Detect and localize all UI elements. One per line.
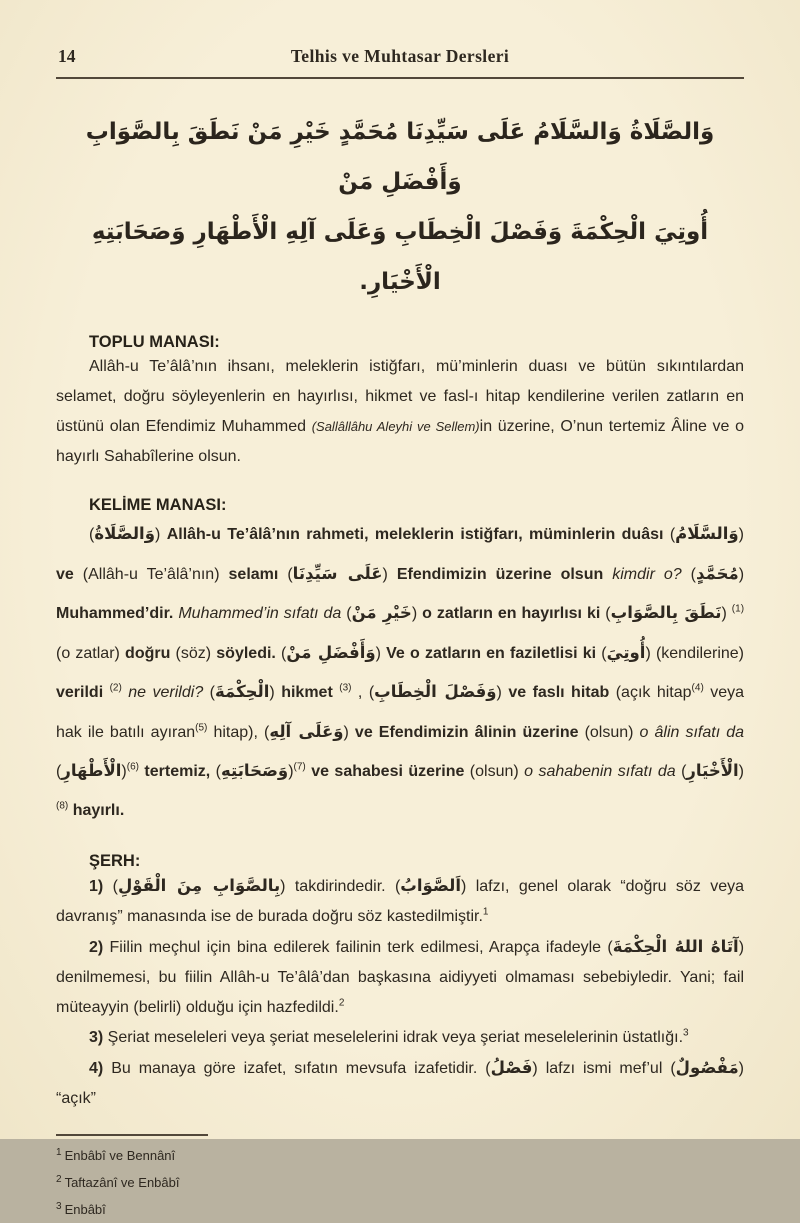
footnote-3 xyxy=(56,1196,744,1223)
footnote-2-number: 2 xyxy=(56,1173,62,1185)
header-rule xyxy=(56,77,744,79)
page-header xyxy=(56,46,744,70)
footnote-1-text: Enbâbî ve Bennânî xyxy=(64,1148,176,1163)
footnotes xyxy=(56,1142,744,1223)
arabic-opening xyxy=(56,107,744,307)
page-number: 14 xyxy=(58,46,76,66)
toplu-manasi-heading: TOPLU MANASI: xyxy=(89,333,220,351)
kelime-manasi-heading: KELİME MANASI: xyxy=(89,496,227,514)
serh-item-1: 1) (بِالصَّوَابِ مِنَ الْقَوْلِ) takdirindedir. (اَلصَّوَابُ) lafzı, genel olarak “doğru söz veya davranış” manasında ise de burada doğru söz kastedilmiştir.$^1$ xyxy=(56,876,744,925)
footnote-3-text: Enbâbî xyxy=(64,1202,106,1217)
serh-heading: ŞERH: xyxy=(89,852,141,870)
footnote-separator xyxy=(56,1134,208,1136)
footnote-3-number: 3 xyxy=(56,1200,62,1212)
footnote-2 xyxy=(56,1169,744,1196)
kelime-manasi-paragraph: (وَالصَّلَاةُ) Allâh-u Te’âlâ’nın rahmeti, meleklerin istiğfarı, müminlerin duâsı (وَالسَّلَامُ) ve (Allâh-u Te’âlâ’nın) selamı (عَلَى سَيِّدِنَا) Efendimizin üzerine olsun kimdir o? (مُحَمَّدٍ) Muhammed’dir. Muhammed’in sıfatı da (خَيْرِ مَنْ) o zatların en hayırlısı ki (نَطَقَ بِالصَّوَابِ) $^{(1)}$ (o zatlar) doğru (söz) söyledi. (وَأَفْضَلِ مَنْ) Ve o zatların en faziletlisi ki (أُوتِيَ) (kendilerine) verildi $^{(2)}$ ne verildi? (الْحِكْمَةَ) hikmet $^{(3)}$ , (وَفَصْلَ الْخِطَابِ) ve faslı hitab (açık hitap$^{(4)}$ veya hak ile batılı ayıran$^{(5)}$ hitap), (وَعَلَى آلِهِ) ve Efendimizin âlinin üzerine (olsun) o âlin sıfatı da (الْأَطْهَارِ)$^{(6)}$ tertemiz, (وَصَحَابَتِهِ)$^{(7)}$ ve sahabesi üzerine (olsun) o sahabenin sıfatı da (الْأَخْيَارِ) $^{(8)}$ hayırlı. xyxy=(56,524,745,819)
arabic-opening-line-1: وَالصَّلَاةُ وَالسَّلَامُ عَلَى سَيِّدِنَا مُحَمَّدٍ خَيْرِ مَنْ نَطَقَ بِالصَّوَابِ وَأَفْضَلِ مَنْ xyxy=(85,119,715,195)
arabic-opening-line-2: أُوتِيَ الْحِكْمَةَ وَفَصْلَ الْخِطَابِ وَعَلَى آلِهِ الْأَطْهَارِ وَصَحَابَتِهِ الْأَخْيَارِ. xyxy=(91,219,709,295)
serh-item-3: 3) Şeriat meseleleri veya şeriat meselelerini idrak veya şeriat meselelerinin üstatlığı.$^3$ xyxy=(89,1027,689,1046)
serh-item-4: 4) Bu manaya göre izafet, sıfatın mevsufa izafetidir. (فَصْلُ) lafzı ismi mef’ul (مَفْصُولٌ) “açık” xyxy=(56,1058,744,1107)
serh-item-2: 2) Fiilin meçhul için bina edilerek failinin terk edilmesi, Arapça ifadeyle (آتَاهُ اللهُ الْحِكْمَةَ) denilmemesi, bu fiilin Allâh-u Te’âlâ’dan başkasına aidiyyeti olmaması sebebiyledir. Yani; fail müteayyin (belirli) olduğu için hazfedildi.$^2$ xyxy=(56,937,745,1016)
footnote-1-number: 1 xyxy=(56,1146,62,1158)
footnote-1 xyxy=(56,1142,744,1169)
toplu-manasi-paragraph: Allâh-u Te’âlâ’nın ihsanı, meleklerin istiğfarı, mü’minlerin duası ve bütün sıkıntılardan selamet, doğru söyleyenlerin en hayırlısı, hikmet ve fasl-ı hitap kendilerine verilen zatların en üstünü olan Efendimiz Muhammed (Sallâllâhu Aleyhi ve Sellem)in üzerine, O’nun tertemiz Âline ve o hayırlı Sahabîlerine olsun. xyxy=(56,358,745,465)
page-title: Telhis ve Muhtasar Dersleri xyxy=(290,46,510,66)
footnote-2-text: Taftazânî ve Enbâbî xyxy=(64,1175,180,1190)
